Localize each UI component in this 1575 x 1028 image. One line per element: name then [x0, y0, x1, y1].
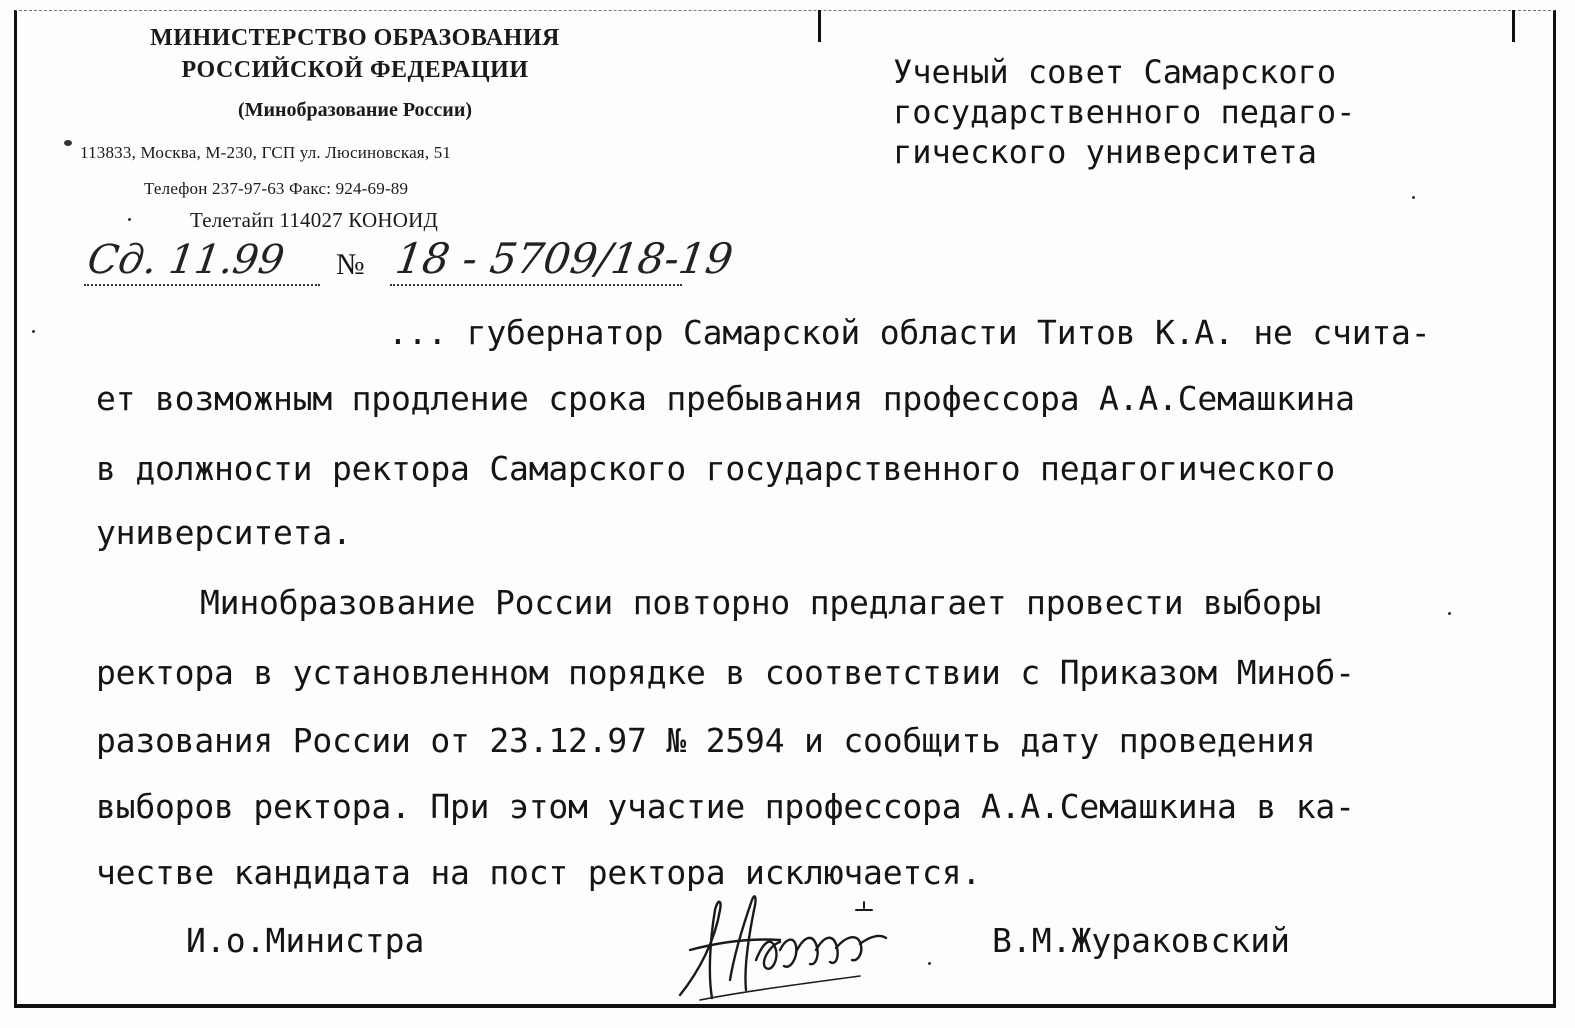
ministry-teletype: Телетайп 114027 КОНОИД [190, 208, 438, 232]
number-underline [390, 284, 682, 286]
scan-speck [1448, 612, 1451, 615]
dispatch-date: Сд. 11.99 [84, 237, 288, 283]
body-line-9: честве кандидата на пост ректора исключается. [96, 853, 982, 892]
ministry-name-line2: РОССИЙСКОЙ ФЕДЕРАЦИИ [181, 57, 529, 83]
ministry-short-name: (Минобразование России) [237, 99, 473, 121]
body-line-7: разования России от 23.12.97 № 2594 и сообщить дату проведения [96, 721, 1316, 760]
dispatch-number: 18 - 5709/18-19 [392, 234, 736, 283]
recipient-line-1: Ученый совет Самарского [893, 53, 1337, 91]
scan-speck [32, 330, 35, 333]
fold-mark-top [818, 10, 821, 42]
scan-speck [128, 218, 131, 221]
ministry-name-line1: МИНИСТЕРСТВО ОБРАЗОВАНИЯ [150, 25, 560, 51]
recipient-line-2: государственного педаго- [893, 93, 1356, 131]
recipient-line-3: гического университета [893, 133, 1317, 171]
signatory-title: И.о.Министра [186, 921, 425, 960]
ministry-phone-fax: Телефон 237-97-63 Факс: 924-69-89 [144, 179, 409, 198]
signatory-name: В.М.Жураковский [992, 921, 1291, 960]
recipient-block [893, 52, 1355, 172]
body-line-4: университета. [96, 513, 352, 552]
scan-speck [64, 140, 72, 146]
body-line-6: ректора в установленном порядке в соответствии с Приказом Миноб- [96, 653, 1355, 692]
body-line-2: ет возможным продление срока пребывания профессора А.А.Семашкина [96, 379, 1355, 418]
body-line-3: в должности ректора Самарского государственного педагогического [96, 449, 1336, 488]
number-sign: № [336, 248, 365, 281]
scan-speck [1412, 196, 1415, 199]
body-line-1: ... губернатор Самарской области Титов К.А. не счита- [388, 313, 1431, 352]
scan-speck [928, 962, 931, 965]
ministry-address: 113833, Москва, М-230, ГСП ул. Люсиновская, 51 [80, 143, 452, 162]
body-line-8: выборов ректора. При этом участие профессора А.А.Семашкина в ка- [96, 787, 1355, 826]
date-underline [84, 284, 320, 286]
handwritten-signature [660, 880, 900, 1010]
body-line-5: Минобразование России повторно предлагает провести выборы [200, 583, 1322, 622]
fold-mark-top-right [1512, 10, 1515, 42]
